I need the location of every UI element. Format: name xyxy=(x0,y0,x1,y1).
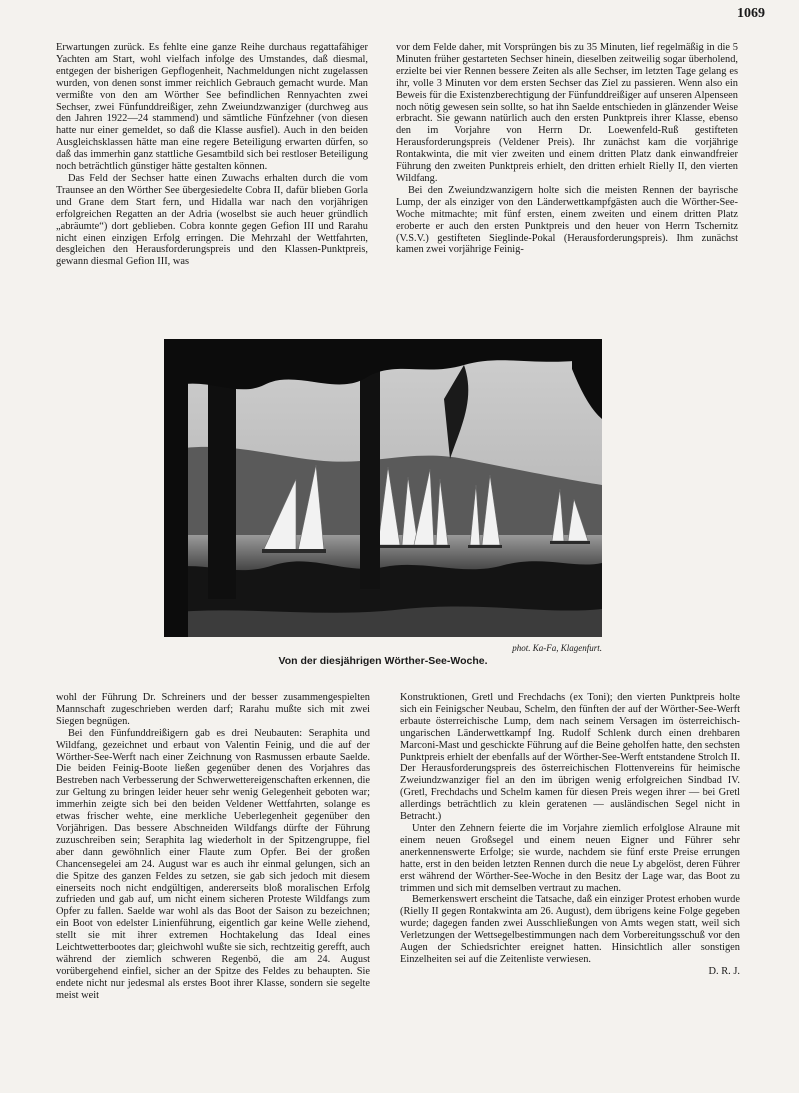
paragraph: Konstruktionen, Gretl und Frechdachs (ex Toni); den vierten Punktpreis holte sich ein Feinigscher Neubau, Schelm, den fünften der auf der Wörther-See-Werft erbaute österreichische Lump, dem nach seinem Versagen im österreichisch-ungarischen Länderwettkampf Ing. Rudolf Schlenk durch einen drehbaren Marconi-Mast und geschickte Führung auf die Beine geholfen hatte, den sechsten Punktpreis erhielt der ebenfalls auf der Wörther-See-Werft entstandene Strolch II. Der Herausforderungspreis des österreichischen Flottenvereins für heimische Zweiundzwanziger fiel an den im übrigen wenig erfolgreichen Sindbad IV. (Gretl, Frechdachs und Schelm kamen für diesen Preis wegen ihrer — bei Gretl allerdings beträchtlich zu klein geratenen — ausländischen Segel nicht in Betracht.) xyxy=(400,692,740,823)
author-signature: D. R. J. xyxy=(708,965,740,977)
paragraph: Bei den Zweiundzwanzigern holte sich die meisten Rennen der bayrische Lump, der als einziger von den Länderwettkampfgästen auch die Wörther-See-Woche mitmachte; mit fünf ersten, einem zweiten und einem dritten Platz eroberte er auch den ersten Punktpreis und den heuer von Herrn Tschernitz (V.S.V.) gestifteten Sieglinde-Pokal (Herausforderungspreis). Ihm zunächst kamen zwei vorjährige Feinig- xyxy=(396,184,738,256)
text-column-top-right xyxy=(396,42,738,256)
paragraph: vor dem Felde daher, mit Vorsprüngen bis zu 35 Minuten, lief regelmäßig in die 5 Minuten früher gestarteten Sechser hinein, dieselben zeitweilig sogar überholend, erzielte bei vier Rennen bessere Zeiten als alle Sechser, im letzten Tage gelang es ihr, volle 3 Minuten vor dem ersten Sechser das Ziel zu passieren. Wenn also ein Beweis für die Existenzberechtigung der Fünfunddreißiger auf unseren Alpenseen noch nötig gewesen sein sollte, so hat ihn Saelde entschieden in glänzender Weise erbracht. Sie gewann natürlich auch den ersten Punktpreis ihrer Klasse, ebenso den im Vorjahre von Herrn Dr. Loewenfeld-Ruß gestifteten Herausforderungspreis (Veldener Preis). Ihr zunächst kam die vorjährige Rontakwinta, die mit vier zweiten und einem dritten Platz dank einwandfreier Führung den zweiten Punktpreis erhielt, den dritten erhielt Rielly II, den vierten Wildfang. xyxy=(396,42,738,184)
photo-caption: Von der diesjährigen Wörther-See-Woche. xyxy=(278,655,488,667)
text-column-bottom-right xyxy=(400,692,740,978)
paragraph: Erwartungen zurück. Es fehlte eine ganze Reihe durchaus regattafähiger Yachten am Start, wohl vielfach infolge des Umstandes, daß diesmal, entgegen der bisherigen Gepflogenheit, Nachmeldungen nicht zugelassen wurden, von denen sonst immer reichlich Gebrauch gemacht wurde. Man vermißte von den am Wörther See befindlichen Rennyachten zwei Sechser, zwei Fünfunddreißiger, zehn Zweiundzwanziger (durchweg aus den Jahren 1922—24 stammend) und sämtliche Fünfzehner (von diesen hatte nur einer gemeldet, so daß die Klasse ausfiel). Auch in den beiden Ausgleichsklassen hätte man eine regere Beteiligung erwarten dürfen, so daß das immerhin ganz stattliche Gesamtbild sich bei restloser Beteiligung noch beträchtlich günstiger hätte gestalten können. xyxy=(56,42,368,173)
paragraph: wohl der Führung Dr. Schreiners und der besser zusammengespielten Mannschaft zugeschrieben werden darf; Rarahu mußte sich mit zwei Siegen begnügen. xyxy=(56,692,370,727)
paragraph: Bemerkenswert erscheint die Tatsache, daß ein einziger Protest erhoben wurde (Rielly II gegen Rontakwinta am 26. August), dem übrigens keine Folge gegeben wurde; dagegen fanden zwei Ausschließungen von Amts wegen statt, weil sich Verletzungen der Wettsegelbestimmungen nach dem Vorbereitungsschuß vor den Augen der Schiedsrichter ereignet hatten. Hinsichtlich aller sonstigen Einzelheiten sei auf die Zeitenliste verwiesen. xyxy=(400,894,740,965)
paragraph: Unter den Zehnern feierte die im Vorjahre ziemlich erfolglose Alraune mit einem neuen Großsegel und einem neuen Eigner und Führer sehr anerkennenswerte Erfolge; sie wurde, nachdem sie fünf erste Preise errungen hatte, erst in den beiden letzten Rennen durch die neue Ly abgelöst, deren Führer erst während der Wörther-See-Woche in den Besitz der Lage war, das Boot zu trimmen und sich mit demselben vertraut zu machen. xyxy=(400,822,740,894)
photo-credit: phot. Ka-Fa, Klagenfurt. xyxy=(512,643,602,653)
sailboats-on-lake-image xyxy=(164,339,602,637)
text-column-top-left xyxy=(56,42,368,268)
regatta-photo xyxy=(164,339,602,637)
paragraph: Bei den Fünfunddreißigern gab es drei Neubauten: Seraphita und Wildfang, gezeichnet und erbaut von Valentin Feinig, und die auf der Wörther-See-Werft nach einer Zeichnung von Rasmussen erbaute Saelde. Die beiden Feinig-Boote ließen gegenüber denen des Vorjahres das Bestreben nach Verbesserung der Schwerwettereigenschaften erkennen, die zur Geltung zu bringen leider heuer sehr wenig Gelegenheit geboten war; immerhin zeigte sich bei den beiden Veldener Wettfahrten, solange es etwas frischer wehte, eine merkliche Ueberlegenheit gegenüber den Vorjährigen. Das bessere Abschneiden Wildfangs dürfte der Führung zuzuschreiben sein; Seraphita lag wiederholt in der Spitzengruppe, fiel aber dann gewöhnlich einer Flaute zum Opfer. Bei der großen Chancensegelei am 24. August war es auch ihr einmal gelungen, sich an die Spitze des ganzen Feldes zu setzen, sie gab sich jedoch mit diesem einerseits noch nicht endgültigen, andererseits bloß moralischen Erfolg zufrieden und gab auf, um nicht einem sicheren Proteste Wildfangs zum Opfer zu fallen. Saelde war wohl als das Boot der Saison zu bezeichnen; ein Boot von edelster Linienführung, eigentlich gar keine Welle ziehend, stellt sie mit ihrer extremen Hochtakelung das Ideal eines Leichtwetterbootes dar; gleichwohl wußte sie sich, rechtzeitig gerefft, auch während der ziemlich schweren Regenbö, die am 24. August vorübergehend einfiel, sicher an der Spitze des Feldes zu behaupten. Sie endete nicht nur jedesmal als erstes Boot ihrer Klasse, sondern sie segelte meist weit xyxy=(56,727,370,1001)
paragraph: Das Feld der Sechser hatte einen Zuwachs erhalten durch die vom Traunsee an den Wörther See übergesiedelte Cobra II, dafür blieben Gorla und Grane dem Start fern, und Hidalla war nach den vorjährigen erfolgreichen Regatten an der Adria (woselbst sie auch heuer gründlich „abräumte“) dort geblieben. Cobra konnte gegen Gefion III und Rarahu nicht einen einzigen Erfolg erringen. Die Mehrzahl der Wettfahrten, desgleichen den Herausforderungspreis und den Klassen-Punktpreis, gewann diesmal Gefion III, was xyxy=(56,172,368,268)
text-column-bottom-left xyxy=(56,692,370,1002)
page-number: 1069 xyxy=(737,6,765,21)
